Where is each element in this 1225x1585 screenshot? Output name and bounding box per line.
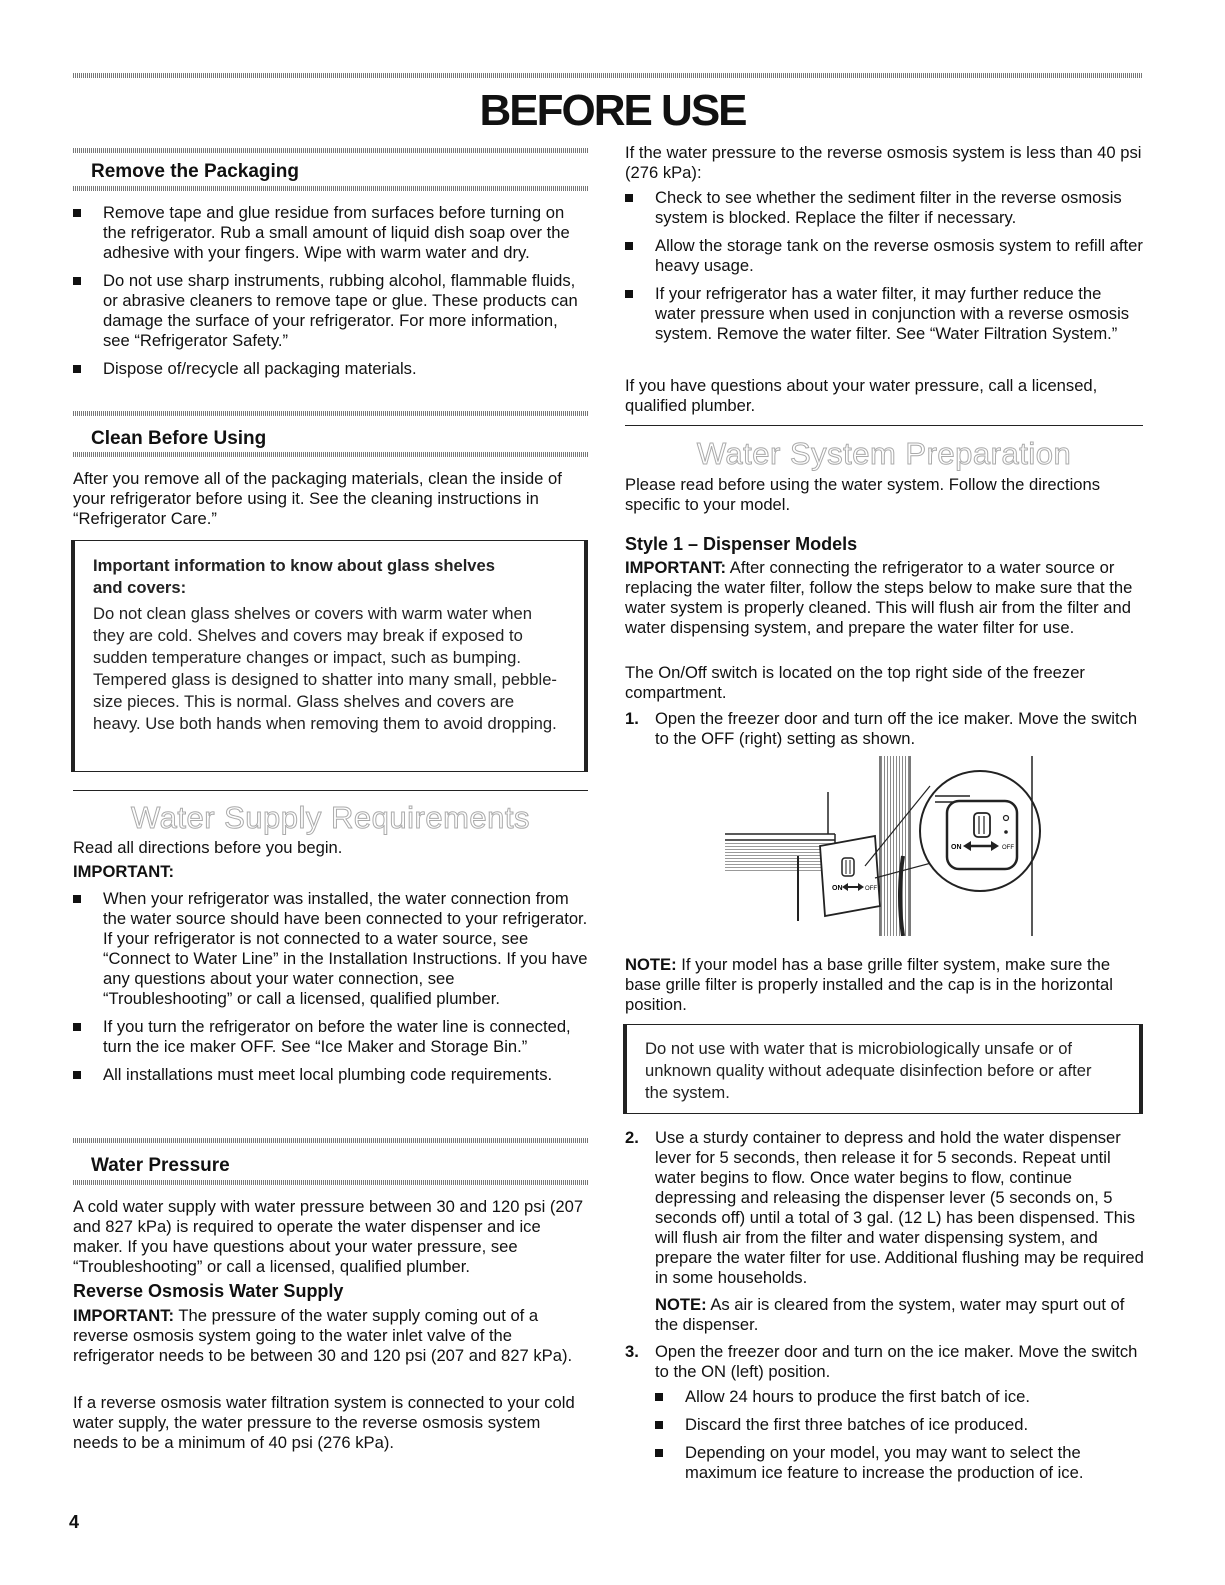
off-label: OFF (865, 886, 877, 892)
glass-notice-title: Important information to know about glass shelves and covers: (93, 556, 495, 597)
section-rule (73, 790, 588, 791)
ice-maker-switch-diagram (725, 756, 1045, 936)
ro-low-list (625, 188, 1145, 352)
note-text: As air is cleared from the system, water may spurt out of the dispenser. (655, 1295, 1125, 1334)
style1-important (625, 558, 1145, 638)
remove-packaging-list (73, 203, 588, 387)
important-text: After connecting the refrigerator to a water source or replacing the water filter, follow the steps below to make sure that the water system is properly cleaned. This will flush air from the filter and water dispensing system, and prepare the water filter for use. (625, 558, 1133, 637)
remove-packaging-heading: Remove the Packaging (91, 161, 300, 182)
section-rule (73, 1138, 588, 1143)
list-item (625, 1342, 1145, 1382)
list-item: Remove tape and glue residue from surfaces before turning on the refrigerator. Rub a small amount of liquid dish soap over the adhesive with your fingers. Wipe with warm water and dry. (73, 203, 588, 263)
freezer-wall-shape (880, 756, 910, 936)
step-text: Open the freezer door and turn on the ice maker. Move the switch to the ON (left) position. (655, 1342, 1138, 1381)
list-item: If you turn the refrigerator on before the water line is connected, turn the ice maker OFF. See “Ice Maker and Storage Bin.” (73, 1017, 588, 1057)
step3-list (655, 1387, 1145, 1491)
on-label: ON (832, 885, 843, 892)
list-item: Do not use sharp instruments, rubbing alcohol, flammable fluids, or abrasive cleaners to remove tape or glue. These products can damage the surface of your refrigerator. For more information, see “Refrigerator Safety.” (73, 271, 588, 351)
page-number: 4 (69, 1512, 80, 1532)
list-item: Discard the first three batches of ice produced. (655, 1415, 1145, 1435)
ro-low-intro: If the water pressure to the reverse osmosis system is less than 40 psi (276 kPa): (625, 143, 1142, 182)
shelf-shape (725, 842, 835, 872)
list-item: Check to see whether the sediment filter in the reverse osmosis system is blocked. Replace the filter if necessary. (625, 188, 1145, 228)
top-rule (73, 73, 1143, 78)
style1-heading: Style 1 – Dispenser Models (625, 534, 858, 554)
water-system-intro: Please read before using the water system. Follow the directions specific to your model. (625, 475, 1101, 514)
section-rule (73, 186, 588, 191)
step-3 (625, 1342, 1145, 1382)
step-number: 3. (625, 1342, 639, 1361)
clean-before-heading: Clean Before Using (91, 428, 267, 449)
reverse-osmosis-heading: Reverse Osmosis Water Supply (73, 1281, 344, 1301)
section-rule (73, 148, 588, 153)
step-number: 2. (625, 1128, 639, 1147)
clean-before-text: After you remove all of the packaging materials, clean the inside of your refrigerator before using it. See the cleaning instructions in “Refrigerator Care.” (73, 469, 562, 528)
list-item: Depending on your model, you may want to select the maximum ice feature to increase the production of ice. (655, 1443, 1145, 1483)
list-item: All installations must meet local plumbing code requirements. (73, 1065, 588, 1085)
step-number: 1. (625, 709, 639, 728)
list-item: Allow 24 hours to produce the first batch of ice. (655, 1387, 1145, 1407)
water-system-heading: Water System Preparation (696, 436, 1072, 471)
water-supply-heading: Water Supply Requirements (130, 800, 531, 835)
zoomed-switch-icon (974, 813, 990, 837)
section-rule (625, 425, 1143, 426)
step-text: Open the freezer door and turn off the ice maker. Move the switch to the OFF (right) setting as shown. (655, 709, 1138, 748)
glass-shelves-notice (71, 540, 588, 772)
water-pressure-heading: Water Pressure (91, 1155, 230, 1176)
on-label: ON (951, 844, 962, 851)
water-supply-intro: Read all directions before you begin. (73, 838, 343, 857)
section-rule (73, 1180, 588, 1185)
step-1 (625, 709, 1145, 749)
base-grille-note (625, 955, 1145, 1015)
reverse-osmosis-text: If a reverse osmosis water filtration system is connected to your cold water supply, the water pressure to the reverse osmosis system needs to be a minimum of 40 psi (276 kPa). (73, 1393, 575, 1452)
step2-note (655, 1295, 1145, 1335)
reverse-osmosis-important (73, 1306, 588, 1366)
step-2 (625, 1128, 1145, 1335)
water-pressure-text: A cold water supply with water pressure between 30 and 120 psi (207 and 827 kPa) is required to operate the water dispenser and ice maker. If you have questions about your water pressure, see “Troubleshooting” or call a licensed, qualified plumber. (73, 1197, 584, 1276)
section-rule (73, 452, 588, 457)
list-item (625, 709, 1145, 749)
list-item (625, 1128, 1145, 1335)
ro-low-outro: If you have questions about your water pressure, call a licensed, qualified plumber. (625, 376, 1098, 415)
step-text: Use a sturdy container to depress and hold the water dispenser lever for 5 seconds, then release it for 5 seconds. Repeat until water begins to flow. Once water begins to flow, continue depressing and releasing the dispenser lever (5 seconds on, 5 seconds off) until a total of 3 gal. (12 L) has been dispensed. This will flush air from the filter and water dispensing system, and prepare the water filter for use. Additional flushing may be required in some households. (655, 1128, 1144, 1287)
list-item: If your refrigerator has a water filter, it may further reduce the water pressure when used in conjunction with a reverse osmosis system. Remove the water filter. See “Water Filtration System.” (625, 284, 1145, 344)
switch-location-text: The On/Off switch is located on the top right side of the freezer compartment. (625, 663, 1085, 702)
off-label: OFF (1002, 845, 1014, 851)
switch-icon (842, 858, 854, 876)
list-item: When your refrigerator was installed, the water connection from the water source should have been connected to your refrigerator. If your refrigerator is not connected to a water source, see “Connect to Water Line” in the Installation Instructions. If you have any questions about your water connection, see “Troubleshooting” or call a licensed, qualified plumber. (73, 889, 588, 1009)
note-label: NOTE: (625, 955, 677, 974)
water-warning-box (623, 1024, 1143, 1114)
water-supply-list (73, 889, 588, 1093)
important-label: IMPORTANT: (73, 1306, 175, 1325)
important-text: The pressure of the water supply coming out of a reverse osmosis system going to the water inlet valve of the refrigerator needs to be between 30 and 120 psi (207 and 827 kPa). (73, 1306, 573, 1365)
note-label: NOTE: (655, 1295, 707, 1314)
section-rule (73, 411, 588, 416)
page-title: BEFORE USE (479, 86, 746, 135)
water-supply-important: IMPORTANT: (73, 862, 175, 881)
important-label: IMPORTANT: (625, 558, 727, 577)
note-text: If your model has a base grille filter system, make sure the base grille filter is properly installed and the cap is in the horizontal position. (625, 955, 1113, 1014)
glass-notice-text: Do not clean glass shelves or covers with warm water when they are cold. Shelves and covers may break if exposed to sudden temperature changes or impact, such as bumping. Tempered glass is designed to shatter into many small, pebble-size pieces. This is normal. Glass shelves and covers are heavy. Use both hands when removing them to avoid dropping. (93, 604, 557, 733)
list-item: Allow the storage tank on the reverse osmosis system to refill after heavy usage. (625, 236, 1145, 276)
warning-text: Do not use with water that is microbiologically unsafe or of unknown quality without adequate disinfection before or after the system. (645, 1039, 1092, 1102)
list-item: Dispose of/recycle all packaging materials. (73, 359, 588, 379)
